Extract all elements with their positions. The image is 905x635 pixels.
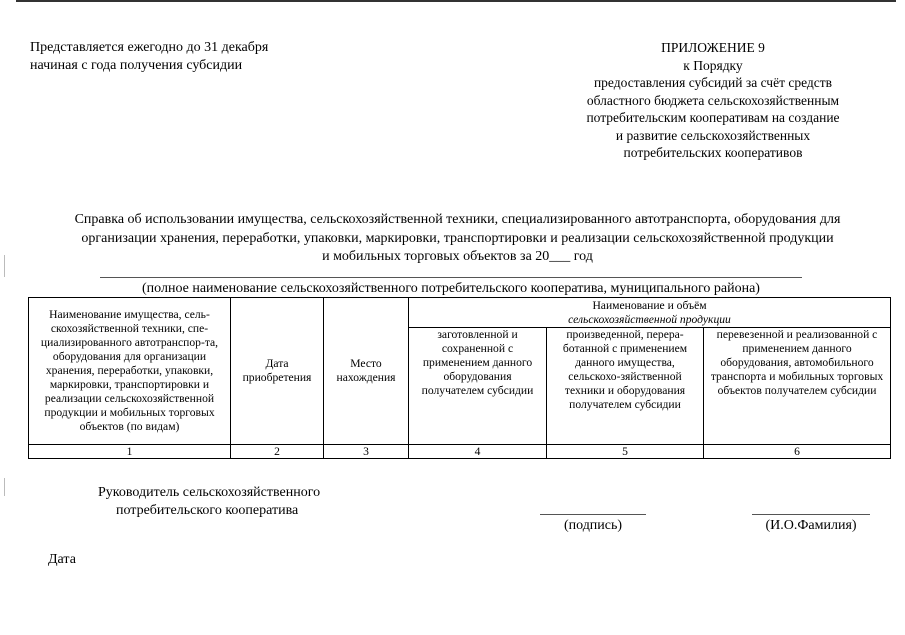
usage-report-table — [28, 297, 891, 459]
column-number: 1 — [29, 445, 231, 459]
header-property-name: Наименование имущества, сель-скохозяйственной техники, спе-циализированного автотранспор-та, оборудования для организации хранения, переработки, упаковки, маркировки, транспортировки и реализации сельскохозяйственной продукции и мобильных торговых объектов (по видам) — [29, 298, 231, 445]
scan-artifact — [4, 255, 5, 277]
appendix-line: и развитие сельскохозяйственных — [615, 127, 811, 143]
header-stored-products: заготовленной и сохраненной с применением данного оборудования получателем субсидии — [409, 328, 547, 445]
appendix-line: потребительским кооперативам на создание — [586, 110, 840, 125]
signer-title-line: потребительского кооператива — [116, 503, 299, 518]
scan-artifact — [4, 478, 5, 496]
product-group-subtitle: сельскохозяйственной продукции — [568, 312, 731, 326]
column-number: 6 — [704, 445, 891, 459]
header-product-group — [409, 298, 891, 328]
submission-note — [30, 39, 268, 75]
submission-note-line: Представляется ежегодно до 31 декабря — [30, 40, 269, 55]
column-number-row — [29, 445, 891, 459]
signature-caption: (подпись) — [563, 518, 623, 533]
cooperative-name-caption: (полное наименование сельскохозяйственного потребительского кооператива, муниципального района) — [142, 281, 760, 296]
full-name-caption: (И.О.Фамилия) — [765, 518, 857, 533]
title-line: Справка об использовании имущества, сельскохозяйственной техники, специализированного автотранспорта, оборудования для — [74, 212, 841, 227]
column-number: 2 — [231, 445, 324, 459]
column-number: 5 — [547, 445, 704, 459]
signer-title-line: Руководитель сельскохозяйственного — [98, 485, 321, 500]
header-location: Место нахождения — [324, 298, 409, 445]
full-name-fill-line — [752, 514, 870, 515]
column-number: 4 — [409, 445, 547, 459]
appendix-line: потребительских кооперативов — [623, 145, 803, 160]
appendix-line: предоставления субсидий за счёт средств — [593, 75, 833, 90]
date-label: Дата — [48, 552, 76, 567]
appendix-line: к Порядку — [683, 57, 743, 73]
signature-fill-line — [540, 514, 646, 515]
product-group-title: Наименование и объём — [592, 298, 707, 312]
submission-note-line: начиная с года получения субсидии — [30, 58, 243, 73]
title-line: организации хранения, переработки, упаковки, маркировки, транспортировки и реализации сельскохозяйственной продукции — [81, 230, 834, 246]
column-number: 3 — [324, 445, 409, 459]
top-border-line — [16, 0, 896, 2]
appendix-line: областного бюджета сельскохозяйственным — [586, 92, 840, 108]
signer-title — [98, 484, 320, 520]
header-sold-products: перевезенной и реализованной с применением данного оборудования, автомобильного транспорта и мобильных торговых объектов получателем субсидии — [704, 328, 891, 445]
document-title — [30, 211, 885, 267]
header-produced-products: произведенной, перера-ботанной с применением данного имущества, сельскохо-зяйственной техники и оборудования получателем субсидии — [547, 328, 704, 445]
appendix-block — [548, 39, 878, 162]
cooperative-name-fill-line — [100, 277, 802, 278]
title-line: и мобильных торговых объектов за 20___ год — [322, 249, 593, 264]
appendix-line: ПРИЛОЖЕНИЕ 9 — [661, 40, 765, 55]
header-acquisition-date: Дата приобретения — [231, 298, 324, 445]
